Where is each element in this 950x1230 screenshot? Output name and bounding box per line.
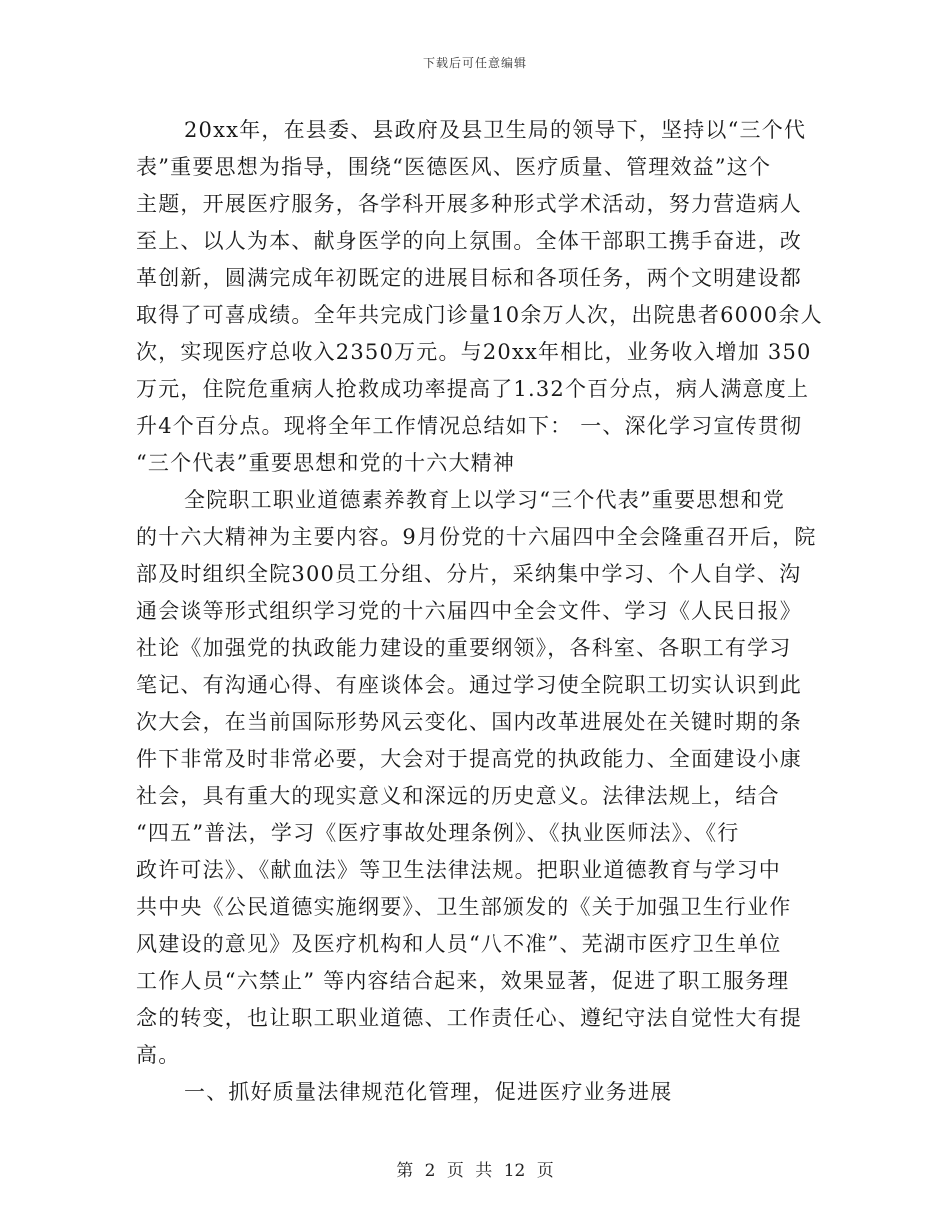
paragraph-line: 部及时组织全院300员工分组、分片，采纳集中学习、个人自学、沟 (136, 562, 802, 586)
paragraph-line: 政许可法》、《献血法》等卫生法律法规。把职业道德教育与学习中 (136, 858, 781, 882)
paragraph-line: 万元，住院危重病人抢救成功率提高了1.32个百分点，病人满意度上 (136, 377, 810, 401)
paragraph-line: “四五”普法，学习《医疗事故处理条例》、《执业医师法》、《行 (136, 821, 740, 845)
paragraph-line: 至上、以人为本、献身医学的向上氛围。全体干部职工携手奋进，改 (136, 229, 802, 253)
paragraph-line: 件下非常及时非常必要，大会对于提高党的执政能力、全面建设小康 (136, 747, 802, 771)
paragraph-line: 主题，开展医疗服务，各学科开展多种形式学术活动，努力营造病人 (136, 192, 802, 216)
paragraph-line: 共中央《公民道德实施纲要》、卫生部颁发的《关于加强卫生行业作 (136, 895, 792, 919)
section-heading: 一、抓好质量法律规范化管理，促进医疗业务进展 (184, 1080, 673, 1104)
paragraph-line: 表”重要思想为指导，围绕“医德医风、医疗质量、管理效益”这个 (136, 155, 772, 179)
paragraph-line: 升4个百分点。现将全年工作情况总结如下： 一、深化学习宣传贯彻 (136, 414, 803, 438)
paragraph-line: 笔记、有沟通心得、有座谈体会。通过学习使全院职工切实认识到此 (136, 673, 802, 697)
paragraph-line: 20xx年，在县委、县政府及县卫生局的领导下，坚持以“三个代 (184, 118, 807, 142)
paragraph-line: 社会，具有重大的现实意义和深远的历史意义。法律法规上，结合 (136, 784, 780, 808)
paragraph-line: 的十六大精神为主要内容。9月份党的十六届四中全会隆重召开后，院 (136, 525, 817, 549)
paragraph-line: 取得了可喜成绩。全年共完成门诊量10余万人次，出院患者6000余人 (136, 303, 823, 327)
paragraph-line: 高。 (136, 1043, 181, 1067)
paragraph-line: “三个代表”重要思想和党的十六大精神 (136, 451, 516, 475)
paragraph-line: 全院职工职业道德素养教育上以学习“三个代表”重要思想和党 (184, 488, 786, 512)
paragraph-line: 次大会，在当前国际形势风云变化、国内改革进展处在关键时期的条 (136, 710, 802, 734)
page-number: 第 2 页 共 12 页 (396, 1161, 554, 1181)
paragraph-line: 风建设的意见》及医疗机构和人员“八不准”、芜湖市医疗卫生单位 (136, 932, 782, 956)
paragraph-line: 念的转变，也让职工职业道德、工作责任心、遵纪守法自觉性大有提 (136, 1006, 802, 1030)
body-text (136, 112, 823, 1111)
paragraph-line: 工作人员“六禁止” 等内容结合起来，效果显著，促进了职工服务理 (136, 969, 790, 993)
paragraph-line: 通会谈等形式组织学习党的十六届四中全会文件、学习《人民日报》 (136, 599, 802, 623)
header-note: 下载后可任意编辑 (422, 56, 527, 70)
paragraph-line: 革创新，圆满完成年初既定的进展目标和各项任务，两个文明建设都 (136, 266, 802, 290)
paragraph-line: 次，实现医疗总收入2350万元。与20xx年相比，业务收入增加 350 (136, 340, 812, 364)
paragraph-line: 社论《加强党的执政能力建设的重要纲领》，各科室、各职工有学习 (136, 636, 792, 660)
